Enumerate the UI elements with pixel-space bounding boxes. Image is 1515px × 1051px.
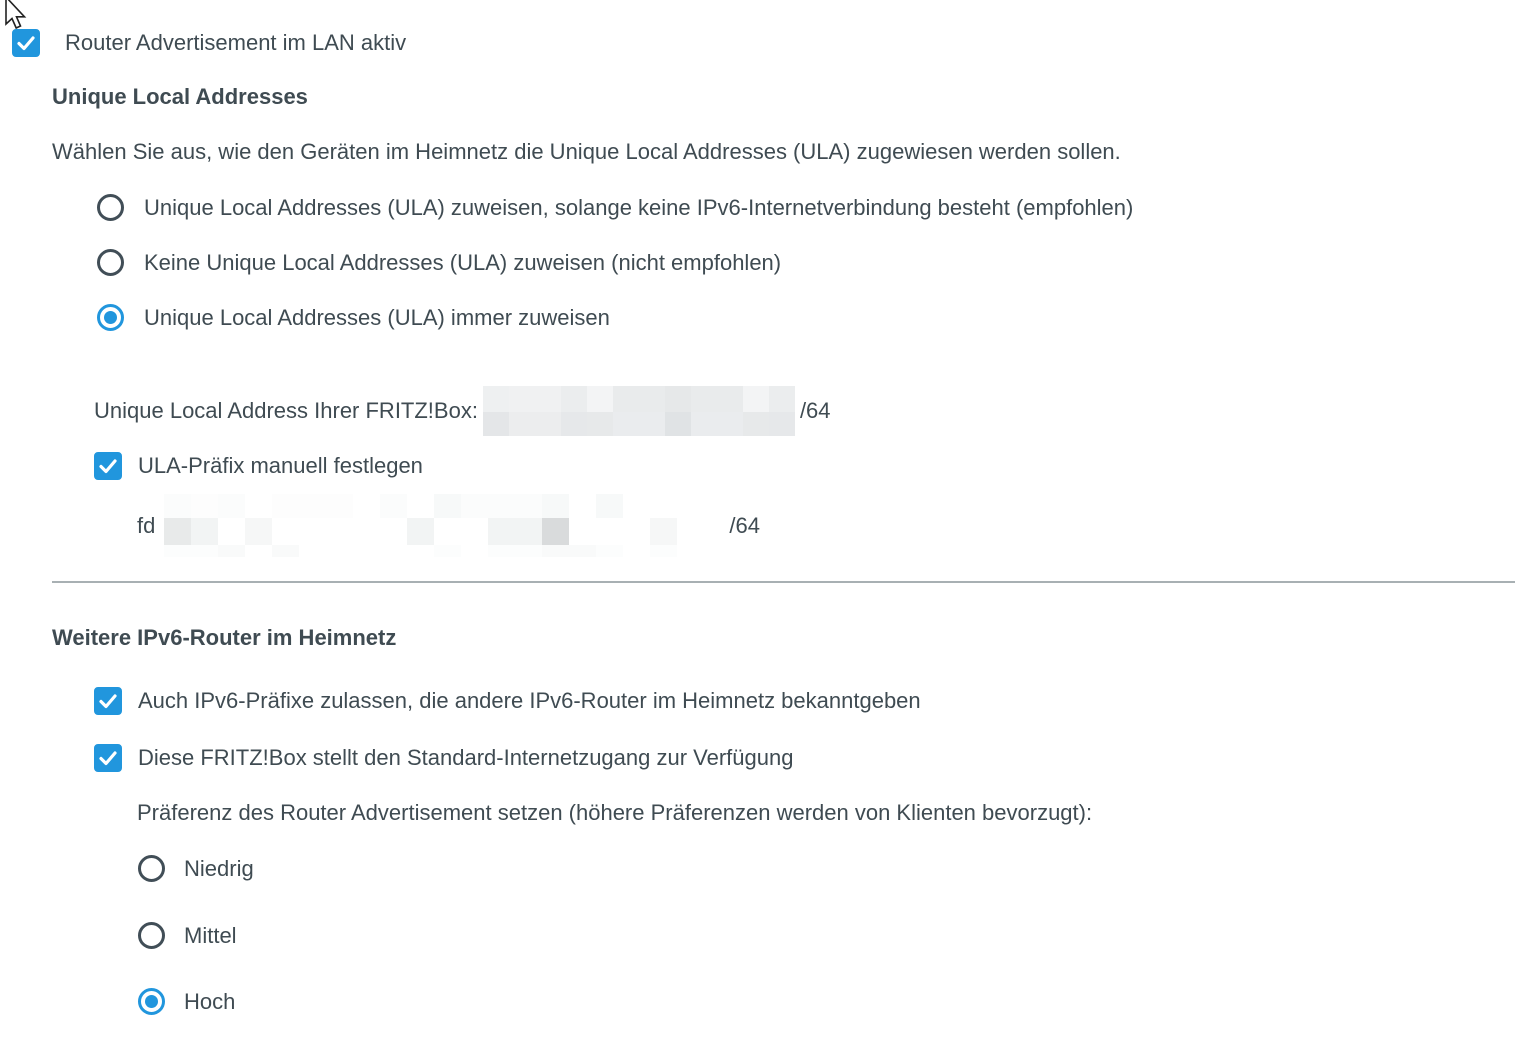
- ula-address-row: [94, 386, 831, 436]
- ula-option-radio-keep-until-ipv6[interactable]: [97, 194, 124, 221]
- allow-other-prefixes-checkbox[interactable]: [94, 687, 122, 715]
- ula-option-row: [97, 304, 610, 331]
- preference-radio-mittel[interactable]: [138, 922, 165, 949]
- allow-other-prefixes-label[interactable]: Auch IPv6-Präfixe zulassen, die andere IPv6-Router im Heimnetz bekanntgeben: [138, 688, 921, 713]
- ula-option-row: [97, 249, 781, 276]
- ula-prefix-checkbox[interactable]: [94, 452, 122, 480]
- router-section-title: Weitere IPv6-Router im Heimnetz: [52, 625, 397, 650]
- ula-prefix-checkbox-label[interactable]: ULA-Präfix manuell festlegen: [138, 453, 423, 478]
- ula-prefix-suffix: /64: [729, 512, 760, 538]
- router-advertisement-row: [12, 29, 406, 57]
- preference-option-label[interactable]: Mittel: [184, 922, 237, 948]
- ula-address-redacted-value: [483, 386, 795, 436]
- check-icon: [96, 454, 120, 478]
- router-advertisement-label[interactable]: Router Advertisement im LAN aktiv: [65, 30, 407, 55]
- preference-option-label[interactable]: Niedrig: [184, 855, 254, 881]
- ula-option-label[interactable]: Keine Unique Local Addresses (ULA) zuweisen (nicht empfohlen): [144, 249, 782, 275]
- ula-prefix-literal: fd: [137, 512, 156, 538]
- section-divider: [52, 581, 1515, 583]
- preference-description: Präferenz des Router Advertisement setzen (höhere Präferenzen werden von Klienten bevorzugt):: [137, 800, 1093, 825]
- preference-radio-hoch[interactable]: [138, 988, 165, 1015]
- ula-option-radio-always[interactable]: [97, 304, 124, 331]
- allow-other-prefixes-row: [94, 687, 921, 715]
- ula-prefix-input[interactable]: [164, 494, 720, 557]
- preference-option-row: [138, 922, 237, 949]
- preference-radio-niedrig[interactable]: [138, 855, 165, 882]
- default-internet-access-label[interactable]: Diese FRITZ!Box stellt den Standard-Internetzugang zur Verfügung: [138, 745, 794, 770]
- preference-option-row: [138, 855, 254, 882]
- ula-address-label: Unique Local Address Ihrer FRITZ!Box:: [94, 398, 478, 423]
- ula-address-suffix: /64: [799, 398, 831, 423]
- check-icon: [96, 746, 120, 770]
- default-internet-access-row: [94, 744, 793, 772]
- preference-option-row: [138, 988, 235, 1015]
- ula-prefix-input-row: [137, 494, 760, 557]
- ula-section-title: Unique Local Addresses: [52, 84, 308, 109]
- check-icon: [96, 689, 120, 713]
- ula-option-label[interactable]: Unique Local Addresses (ULA) zuweisen, solange keine IPv6-Internetverbindung besteht (empfohlen): [144, 194, 1134, 220]
- ula-option-row: [97, 194, 1133, 221]
- ula-option-label[interactable]: Unique Local Addresses (ULA) immer zuweisen: [144, 304, 610, 330]
- ula-section-description: Wählen Sie aus, wie den Geräten im Heimnetz die Unique Local Addresses (ULA) zugewiesen werden sollen.: [52, 139, 1121, 164]
- check-icon: [14, 31, 38, 55]
- preference-option-label[interactable]: Hoch: [184, 988, 236, 1014]
- default-internet-access-checkbox[interactable]: [94, 744, 122, 772]
- ula-option-radio-none[interactable]: [97, 249, 124, 276]
- router-advertisement-checkbox[interactable]: [12, 29, 40, 57]
- ula-prefix-checkbox-row: [94, 452, 423, 480]
